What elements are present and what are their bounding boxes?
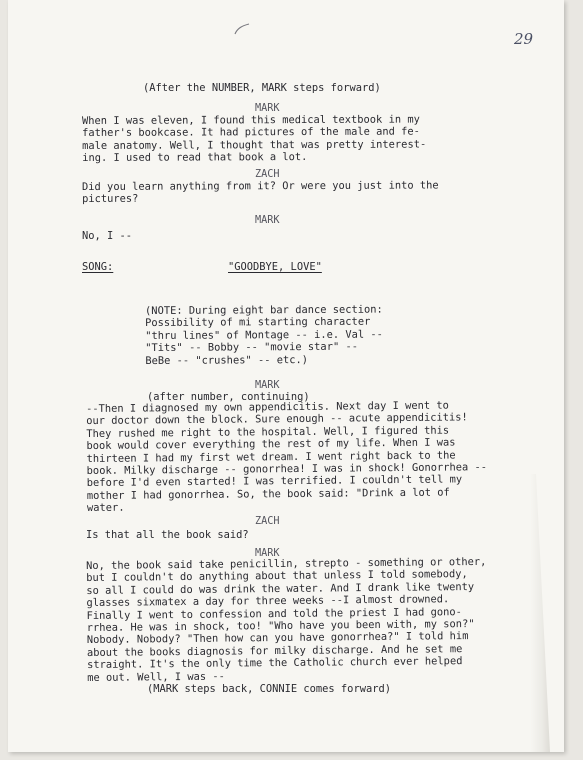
song-title: "GOODBYE, LOVE" (228, 261, 322, 273)
dialogue-line: about the books diagnosis for milky discharge. And he set me (86, 642, 463, 659)
dialogue-line: mother I had gonorrhea. So, the book said: "Drink a lot of (86, 486, 450, 502)
dialogue-line: our doctor down the block. Sure enough -- acute appendicitis! (86, 411, 468, 428)
speaker-mark: MARK (255, 215, 280, 226)
dialogue-line: book would cover everything the rest of my life. When I was (86, 436, 456, 453)
note-line: "thru lines" of Montage -- i.e. Val -- (145, 328, 383, 342)
dialogue-mark-2: No, I -- (82, 230, 133, 242)
dialogue-line: rrhea. He was in shock, too! "Who have you been with, my son?" (86, 617, 475, 635)
page-curl-shadow (530, 474, 550, 752)
dialogue-line: When I was eleven, I found this medical textbook in my (82, 113, 420, 127)
note-line: "Tits" -- Bobby -- "movie star" -- (145, 340, 358, 355)
dialogue-line: father's bookcase. It had pictures of the male and fe- (82, 125, 420, 140)
stage-direction-bottom: (MARK steps back, CONNIE comes forward) (147, 683, 391, 695)
speaker-zach: ZACH (255, 169, 280, 180)
dialogue-zach-1 (82, 179, 439, 205)
dialogue-mark-1 (82, 113, 426, 164)
dialogue-line: so all I could do was drink the water. And I drank like twenty (86, 580, 475, 597)
dialogue-line: straight. It's the only time the Catholic church ever helped (87, 655, 463, 672)
dialogue-line: thirteen I had my first wet dream. I went right back to the (86, 449, 456, 465)
dialogue-line: water. (86, 501, 125, 515)
note-block (145, 304, 383, 367)
dialogue-line: before I'd even started! I was terrified. I couldn't tell my (86, 473, 463, 490)
pencil-tick-mark (232, 22, 254, 36)
dialogue-line: but I couldn't do anything about that unless I told somebody, (86, 568, 468, 585)
dialogue-line: book. Milky discharge -- gonorrhea! I was in shock! Gonorrhea -- (86, 461, 488, 478)
dialogue-mark-4 (86, 556, 488, 684)
dialogue-zach-2: Is that all the book said? (86, 529, 249, 541)
dialogue-line: male anatomy. Well, I thought that was pretty interest- (82, 138, 427, 152)
speaker-mark: MARK (255, 380, 280, 391)
dialogue-line: ing. I used to read that book a lot. (82, 151, 308, 165)
speaker-mark: MARK (255, 103, 280, 114)
dialogue-line: Finally I went to confession and told the priest I had gono- (86, 605, 462, 622)
dialogue-line: pictures? (82, 193, 139, 206)
note-line: (NOTE: During eight bar dance section: (145, 303, 383, 317)
dialogue-mark-3 (86, 399, 487, 514)
dialogue-line: glasses sixmatex a day for three weeks --I almost drowned. (86, 593, 450, 610)
dialogue-line: Did you learn anything from it? Or were you just into the (82, 179, 439, 193)
dialogue-line: Nobody. Nobody? "Then how can you have gonorrhea?" I told him (86, 630, 469, 647)
dialogue-line: --Then I diagnosed my own appendicitis. Next day I went to (86, 399, 449, 415)
stage-direction-top: (After the NUMBER, MARK steps forward) (143, 82, 381, 94)
stage-direction-continuing: (after number, continuing) (147, 391, 310, 403)
dialogue-line: me out. Well, I was -- (87, 670, 225, 684)
speaker-zach: ZACH (255, 516, 280, 527)
note-line: Possibility of mi starting character (145, 316, 371, 330)
dialogue-line: They rushed me right to the hospital. Well, I figured this (86, 424, 450, 440)
note-line: BeBe -- "crushes" -- etc.) (145, 353, 309, 367)
page-number: 29 (514, 30, 534, 48)
song-label: SONG: (82, 261, 114, 273)
speaker-mark: MARK (255, 548, 280, 559)
dialogue-line: No, the book said take penicillin, strepto - something or other, (86, 555, 487, 572)
